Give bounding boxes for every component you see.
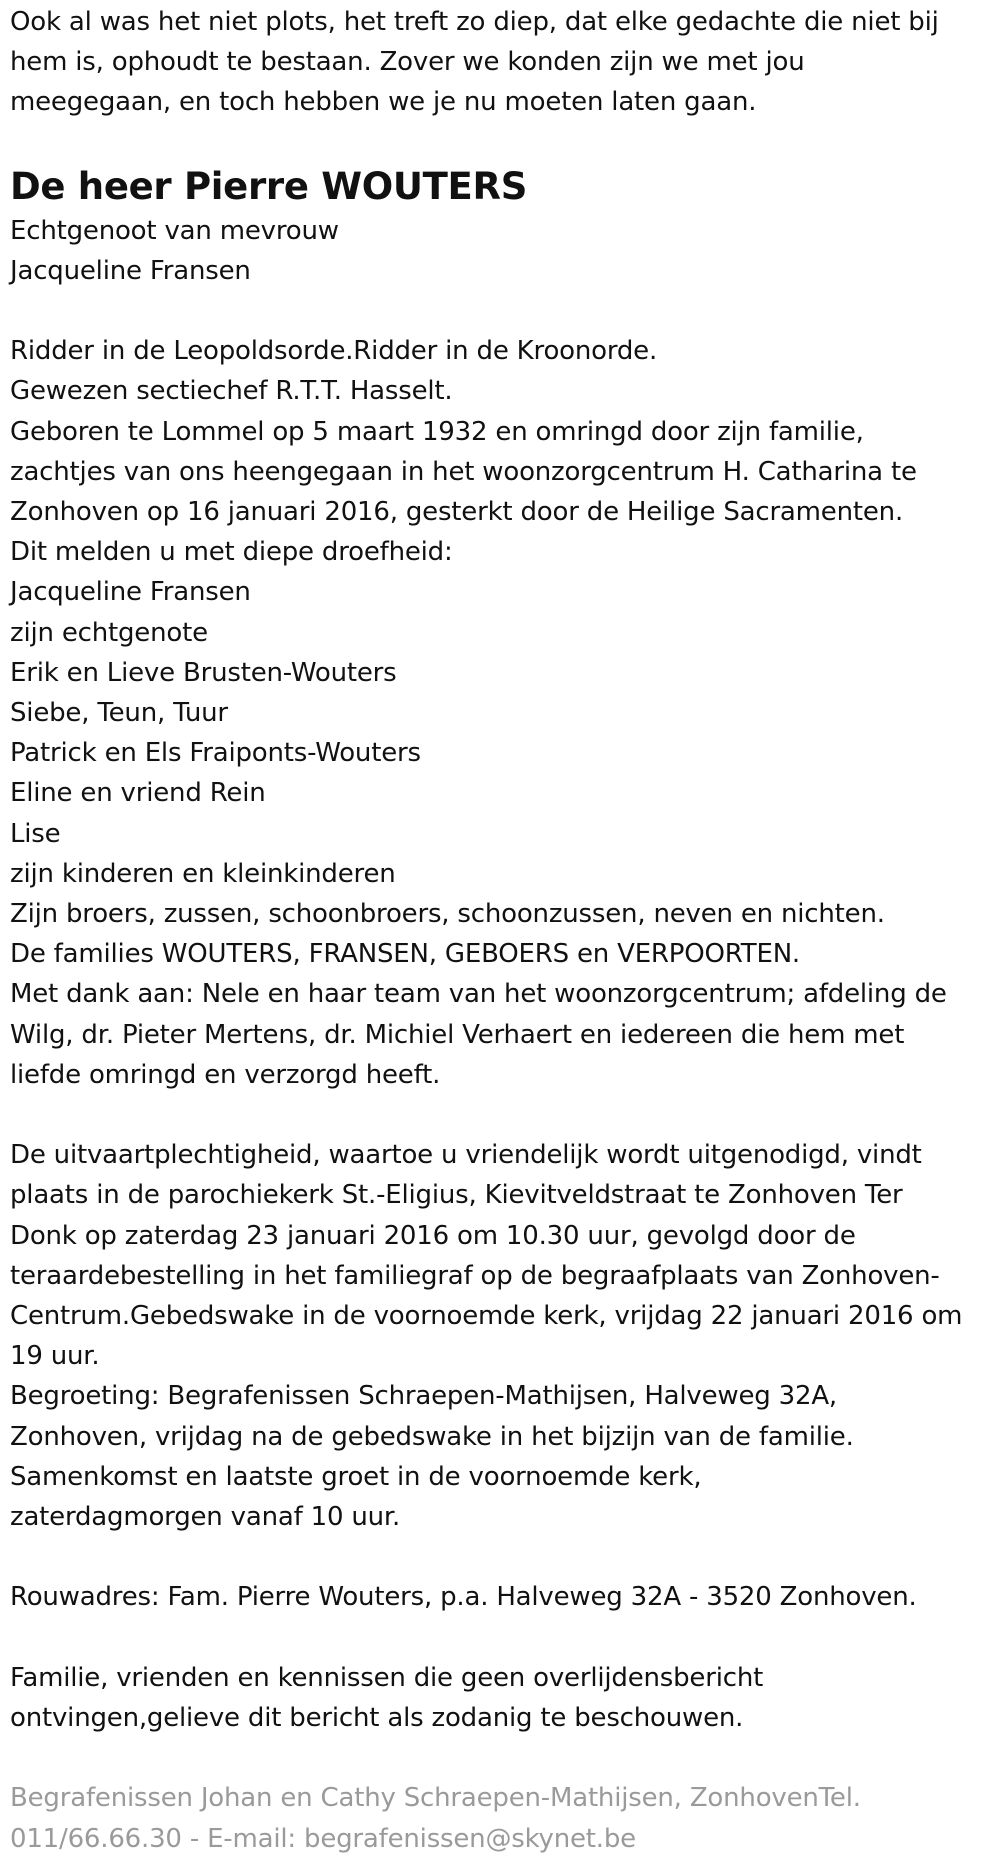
spacer [10,291,980,331]
details-line: Geboren te Lommel op 5 maart 1932 en omringd door zijn familie, [10,416,864,447]
ceremony-line: 19 uur. [10,1341,100,1372]
address-line: Rouwadres: Fam. Pierre Wouters, p.a. Halveweg 32A - 3520 Zonhoven. [10,1582,917,1613]
details-line: zijn kinderen en kleinkinderen [10,858,396,889]
details-line: Erik en Lieve Brusten-Wouters [10,657,397,688]
spouse-block [10,211,980,291]
deceased-name-heading: De heer Pierre WOUTERS [10,164,528,208]
details-line: Jacqueline Fransen [10,577,251,608]
details-line: Eline en vriend Rein [10,778,266,809]
ceremony-line: teraardebestelling in het familiegraf op de begraafplaats van Zonhoven- [10,1260,940,1291]
details-line: Zonhoven op 16 januari 2016, gesterkt door de Heilige Sacramenten. [10,497,904,528]
funeral-home-footer [10,1778,980,1858]
details-line: Lise [10,818,61,849]
intro-line: Ook al was het niet plots, het treft zo diep, dat elke gedachte die niet bij [10,7,939,37]
spouse-line: Echtgenoot van mevrouw [10,215,339,246]
ceremony-line: Centrum.Gebedswake in de voornoemde kerk, vrijdag 22 januari 2016 om [10,1301,963,1332]
notice-block [10,1658,980,1738]
ceremony-line: Samenkomst en laatste groet in de voornoemde kerk, [10,1461,702,1492]
details-line: De families WOUTERS, FRANSEN, GEBOERS en VERPOORTEN. [10,939,801,970]
details-line: Ridder in de Leopoldsorde.Ridder in de Kroonorde. [10,336,658,367]
ceremony-line: Zonhoven, vrijdag na de gebedswake in het bijzijn van de familie. [10,1421,854,1452]
details-line: Siebe, Teun, Tuur [10,698,228,729]
details-line: Dit melden u met diepe droefheid: [10,537,453,568]
footer-line: 011/66.66.30 - E-mail: begrafenissen@skynet.be [10,1823,636,1854]
intro-paragraph [10,2,980,123]
address-block [10,1577,980,1617]
spacer [10,1618,980,1658]
ceremony-line: plaats in de parochiekerk St.-Eligius, Kievitveldstraat te Zonhoven Ter [10,1180,903,1211]
details-line: Wilg, dr. Pieter Mertens, dr. Michiel Verhaert en iedereen die hem met [10,1019,905,1050]
details-line: Met dank aan: Nele en haar team van het woonzorgcentrum; afdeling de [10,979,947,1010]
details-line: Zijn broers, zussen, schoonbroers, schoonzussen, neven en nichten. [10,899,885,930]
footer-line: Begrafenissen Johan en Cathy Schraepen-Mathijsen, ZonhovenTel. [10,1783,861,1814]
spacer [10,1095,980,1135]
intro-line: hem is, ophoudt te bestaan. Zover we konden zijn we met jou [10,47,805,78]
spacer [10,1738,980,1778]
details-line: Patrick en Els Fraiponts-Wouters [10,738,421,769]
details-block [10,331,980,1095]
ceremony-line: zaterdagmorgen vanaf 10 uur. [10,1502,401,1533]
spacer [10,1537,980,1577]
details-line: zachtjes van ons heengegaan in het woonzorgcentrum H. Catharina te [10,456,917,487]
ceremony-line: De uitvaartplechtigheid, waartoe u vriendelijk wordt uitgenodigd, vindt [10,1140,922,1171]
notice-line: ontvingen,gelieve dit bericht als zodanig te beschouwen. [10,1703,744,1734]
spouse-line: Jacqueline Fransen [10,255,251,286]
notice-line: Familie, vrienden en kennissen die geen overlijdensbericht [10,1662,764,1693]
ceremony-line: Begroeting: Begrafenissen Schraepen-Mathijsen, Halveweg 32A, [10,1381,837,1412]
details-line: liefde omringd en verzorgd heeft. [10,1059,441,1090]
ceremony-block [10,1135,980,1537]
details-line: Gewezen sectiechef R.T.T. Hasselt. [10,376,453,407]
intro-line: meegegaan, en toch hebben we je nu moeten laten gaan. [10,87,757,118]
details-line: zijn echtgenote [10,617,208,648]
ceremony-line: Donk op zaterdag 23 januari 2016 om 10.30 uur, gevolgd door de [10,1220,856,1251]
